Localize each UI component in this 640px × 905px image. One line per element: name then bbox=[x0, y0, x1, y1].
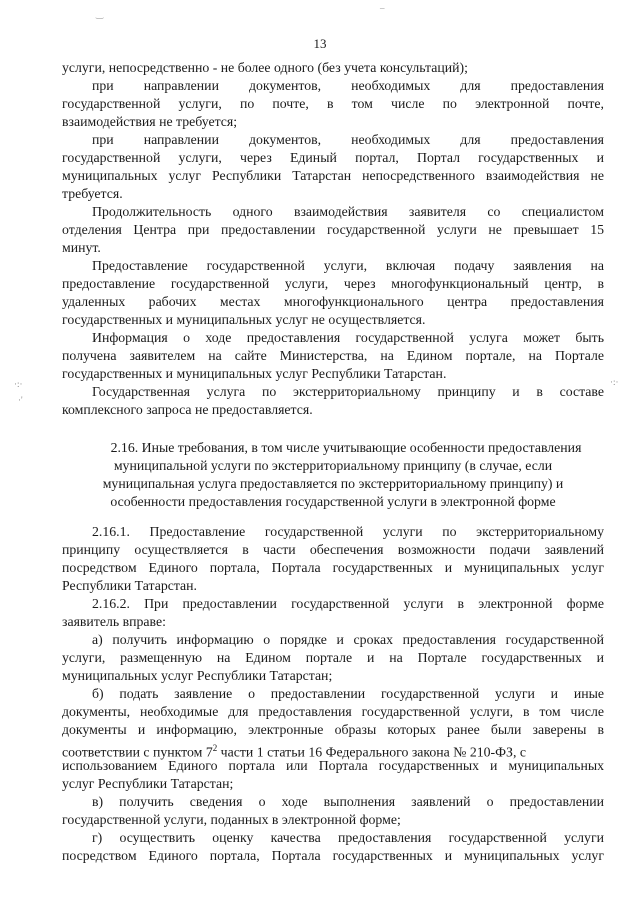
text-line: г) осуществить оценку качества предоставления государственной услуги bbox=[92, 830, 604, 845]
section-heading: муниципальная услуга предоставляется по экстерриториальному принципу) и bbox=[102, 476, 564, 491]
text-line: предоставление государственной услуги, через многофункциональный центр, в bbox=[62, 276, 604, 291]
text-line: отделения Центра при предоставлении государственной услуги не превышает 15 bbox=[62, 222, 604, 237]
section-heading: 2.16. Иные требования, в том числе учитывающие особенности предоставления bbox=[110, 440, 582, 455]
superscript: 2 bbox=[212, 743, 218, 753]
text-line: взаимодействия не требуется; bbox=[62, 114, 238, 129]
text-line: документы, необходимые для предоставления государственной услуги, в том числе bbox=[62, 704, 604, 719]
text-line: посредством Единого портала, Портала государственных и муниципальных услуг bbox=[62, 560, 604, 575]
text-line: удаленных рабочих местах многофункционального центра предоставления bbox=[62, 294, 604, 309]
text-line: принципу осуществляется в части обеспечения возможности подачи заявлений bbox=[62, 542, 604, 557]
section-heading: особенности предоставления государственной услуги в электронной форме bbox=[110, 494, 556, 509]
text-line: заявитель вправе: bbox=[62, 614, 166, 629]
text-line: требуется. bbox=[62, 186, 123, 201]
text-line: комплексного запроса не предоставляется. bbox=[62, 402, 313, 417]
text-line: при направлении документов, необходимых для предоставления bbox=[92, 78, 604, 93]
text-line: государственной услуги, по почте, в том числе по электронной почте, bbox=[62, 96, 604, 111]
text-fragment: части 1 статьи 16 Федерального закона № 210-ФЗ, с bbox=[217, 744, 526, 760]
text-line: Республики Татарстан. bbox=[62, 578, 198, 593]
text-line: Государственная услуга по экстерриториальному принципу и в составе bbox=[92, 384, 604, 399]
text-line: использованием Единого портала или Портала государственных и муниципальных bbox=[62, 758, 604, 773]
text-line: документы и информацию, электронные образы которых ранее были заверены в bbox=[62, 722, 604, 737]
scan-speck: ¯ bbox=[380, 7, 385, 17]
text-line: Предоставление государственной услуги, включая подачу заявления на bbox=[92, 258, 604, 273]
page-number: 13 bbox=[313, 36, 327, 51]
text-line: муниципальных услуг Республики Татарстан; bbox=[62, 668, 333, 683]
text-line: посредством Единого портала, Портала государственных и муниципальных услуг bbox=[62, 848, 604, 863]
text-line: государственных и муниципальных услуг не осуществляется. bbox=[62, 312, 426, 327]
text-line: услуги, непосредственно - не более одного (без учета консультаций); bbox=[62, 60, 468, 75]
text-line: государственных и муниципальных услуг Республики Татарстан. bbox=[62, 366, 447, 381]
text-line: 2.16.1. Предоставление государственной услуги по экстерриториальному bbox=[92, 524, 604, 539]
text-line: муниципальных услуг Республики Татарстан непосредственного взаимодействия не bbox=[62, 168, 604, 183]
text-line: получена заявителем на сайте Министерства, на Едином портале, на Портале bbox=[62, 348, 604, 363]
text-line: а) получить информацию о порядке и сроках предоставления государственной bbox=[92, 632, 604, 647]
text-line: государственной услуги, поданных в электронной форме; bbox=[62, 812, 401, 827]
scan-speck: ·:· bbox=[610, 377, 619, 387]
text-line: при направлении документов, необходимых для предоставления bbox=[92, 132, 604, 147]
text-fragment: соответствии с пунктом 7 bbox=[62, 744, 213, 760]
text-line: государственной услуги, через Единый портал, Портал государственных и bbox=[62, 150, 604, 165]
text-line: минут. bbox=[62, 240, 101, 255]
text-line: Продолжительность одного взаимодействия заявителя со специалистом bbox=[92, 204, 604, 219]
text-line: б) подать заявление о предоставлении государственной услуги и иные bbox=[92, 686, 604, 701]
scan-speck: ·:· bbox=[14, 379, 23, 389]
text-line: услуги, размещенную на Едином портале и на Портале государственных и bbox=[62, 650, 604, 665]
section-heading: муниципальной услуги по экстерриториальному принципу (в случае, если bbox=[113, 458, 553, 473]
text-line: Информация о ходе предоставления государственной услуга может быть bbox=[92, 330, 604, 345]
text-line: в) получить сведения о ходе выполнения заявлений о предоставлении bbox=[92, 794, 604, 809]
scan-speck: ·' bbox=[18, 395, 23, 405]
scan-speck: ‿ bbox=[96, 9, 104, 19]
text-line: услуг Республики Татарстан; bbox=[62, 776, 234, 791]
text-line: 2.16.2. При предоставлении государственной услуги в электронной форме bbox=[92, 596, 604, 611]
